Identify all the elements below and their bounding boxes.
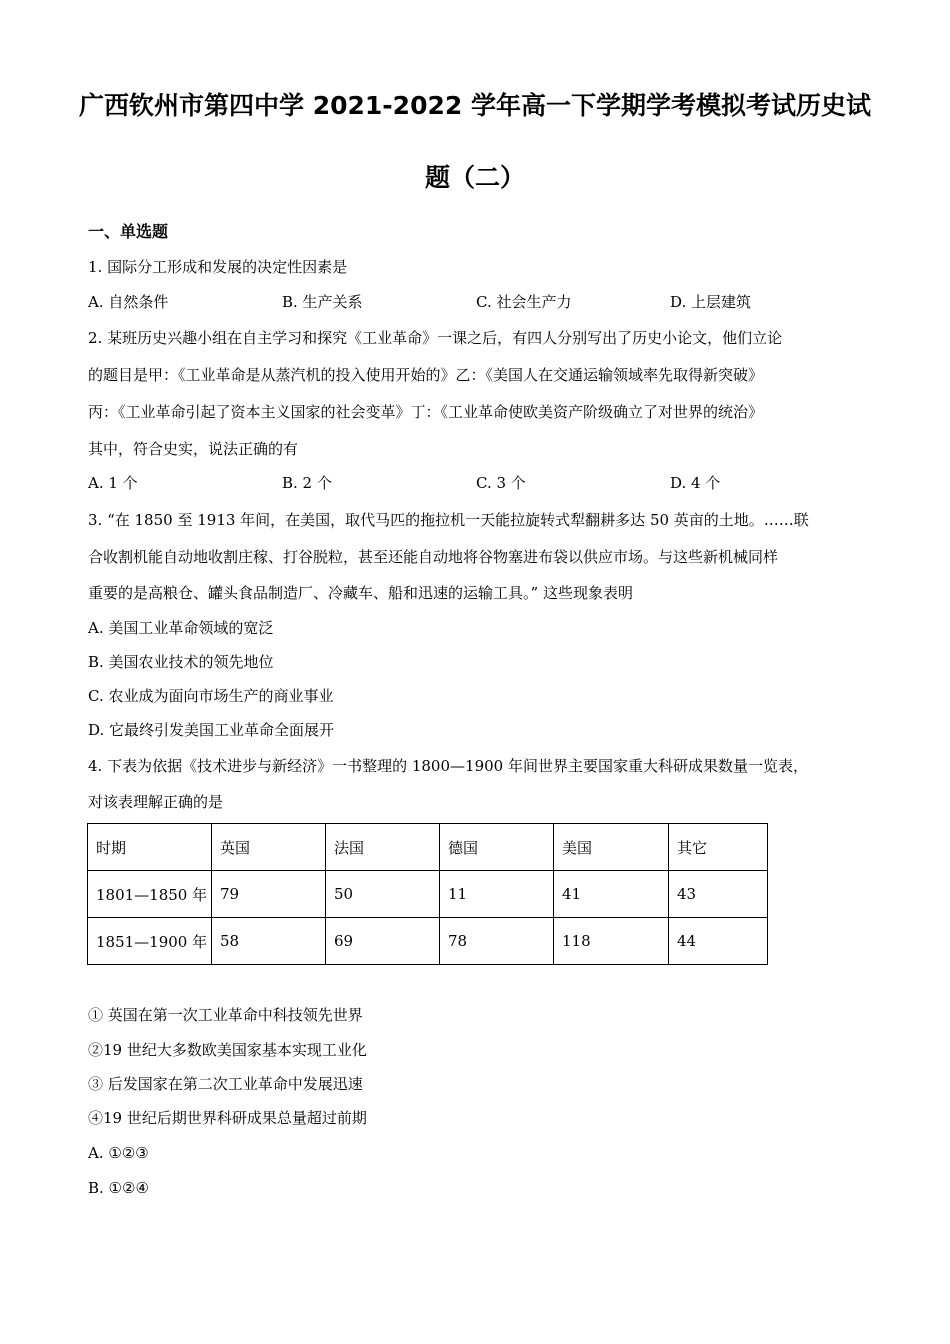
q1-stem: 1. 国际分工形成和发展的决定性因素是 bbox=[88, 258, 348, 276]
q4-statement-4: ④19 世纪后期世界科研成果总量超过前期 bbox=[88, 1109, 367, 1127]
table-header-cell: 时期 bbox=[88, 824, 212, 871]
table-header-row bbox=[88, 824, 768, 871]
table-header-cell: 其它 bbox=[669, 824, 768, 871]
table-cell: 50 bbox=[326, 871, 440, 918]
q4-statement-2: ②19 世纪大多数欧美国家基本实现工业化 bbox=[88, 1041, 367, 1059]
table-header-cell: 德国 bbox=[440, 824, 554, 871]
q4-line-2: 对该表理解正确的是 bbox=[88, 793, 224, 811]
table-cell: 118 bbox=[554, 918, 669, 965]
q2-option-a[interactable]: A. 1 个 bbox=[88, 474, 138, 492]
q3-line-3: 重要的是高粮仓、罐头食品制造厂、冷藏车、船和迅速的运输工具。” 这些现象表明 bbox=[88, 584, 633, 602]
q3-line-1: 3. “在 1850 至 1913 年间，在美国，取代马匹的拖拉机一天能拉旋转式犁翻耕多达 50 英亩的土地。……联 bbox=[88, 511, 809, 529]
table-cell: 78 bbox=[440, 918, 554, 965]
q2-line-4: 其中，符合史实，说法正确的有 bbox=[88, 440, 299, 458]
page-title-line-2: 题（二） bbox=[424, 163, 525, 192]
q3-line-2: 合收割机能自动地收割庄稼、打谷脱粒，甚至还能自动地将谷物塞进布袋以供应市场。与这些新机械同样 bbox=[88, 548, 779, 566]
q4-option-a[interactable]: A. ①②③ bbox=[88, 1144, 149, 1162]
q2-option-c[interactable]: C. 3 个 bbox=[476, 474, 526, 492]
q2-option-b[interactable]: B. 2 个 bbox=[282, 474, 332, 492]
table-row bbox=[88, 871, 768, 918]
q4-line-1: 4. 下表为依据《技术进步与新经济》一书整理的 1800—1900 年间世界主要国家重大科研成果数量一览表， bbox=[88, 757, 808, 775]
q3-option-b[interactable]: B. 美国农业技术的领先地位 bbox=[88, 653, 274, 671]
q2-line-3: 丙：《工业革命引起了资本主义国家的社会变革》丁：《工业革命使欧美资产阶级确立了对世界的统治》 bbox=[88, 403, 764, 421]
table-cell: 1851—1900 年 bbox=[88, 918, 212, 965]
q3-option-c[interactable]: C. 农业成为面向市场生产的商业事业 bbox=[88, 687, 334, 705]
table-cell: 69 bbox=[326, 918, 440, 965]
q3-option-a[interactable]: A. 美国工业革命领域的宽泛 bbox=[88, 619, 274, 637]
table-cell: 11 bbox=[440, 871, 554, 918]
q3-option-d[interactable]: D. 它最终引发美国工业革命全面展开 bbox=[88, 721, 335, 739]
table-row bbox=[88, 918, 768, 965]
research-results-table bbox=[87, 823, 768, 965]
table-header-cell: 法国 bbox=[326, 824, 440, 871]
table-cell: 58 bbox=[212, 918, 326, 965]
table-cell: 43 bbox=[669, 871, 768, 918]
q1-option-c[interactable]: C. 社会生产力 bbox=[476, 293, 572, 311]
q2-option-d[interactable]: D. 4 个 bbox=[670, 474, 721, 492]
table-header-cell: 英国 bbox=[212, 824, 326, 871]
q2-line-2: 的题目是甲：《工业革命是从蒸汽机的投入使用开始的》乙：《美国人在交通运输领域率先取得新突破》 bbox=[88, 366, 764, 384]
q4-statement-3: ③ 后发国家在第二次工业革命中发展迅速 bbox=[88, 1075, 363, 1093]
table-cell: 44 bbox=[669, 918, 768, 965]
page-title-line-1: 广西钦州市第四中学 2021-2022 学年高一下学期学考模拟考试历史试 bbox=[79, 91, 871, 120]
q2-line-1: 2. 某班历史兴趣小组在自主学习和探究《工业革命》一课之后，有四人分别写出了历史小论文，他们立论 bbox=[88, 329, 783, 347]
table-cell: 41 bbox=[554, 871, 669, 918]
table-cell: 79 bbox=[212, 871, 326, 918]
q1-option-a[interactable]: A. 自然条件 bbox=[88, 293, 169, 311]
q4-option-b[interactable]: B. ①②④ bbox=[88, 1179, 149, 1197]
q1-option-b[interactable]: B. 生产关系 bbox=[282, 293, 363, 311]
table-header-cell: 美国 bbox=[554, 824, 669, 871]
section-heading: 一、单选题 bbox=[88, 222, 169, 241]
table-cell: 1801—1850 年 bbox=[88, 871, 212, 918]
q4-statement-1: ① 英国在第一次工业革命中科技领先世界 bbox=[88, 1006, 363, 1024]
q1-option-d[interactable]: D. 上层建筑 bbox=[670, 293, 752, 311]
